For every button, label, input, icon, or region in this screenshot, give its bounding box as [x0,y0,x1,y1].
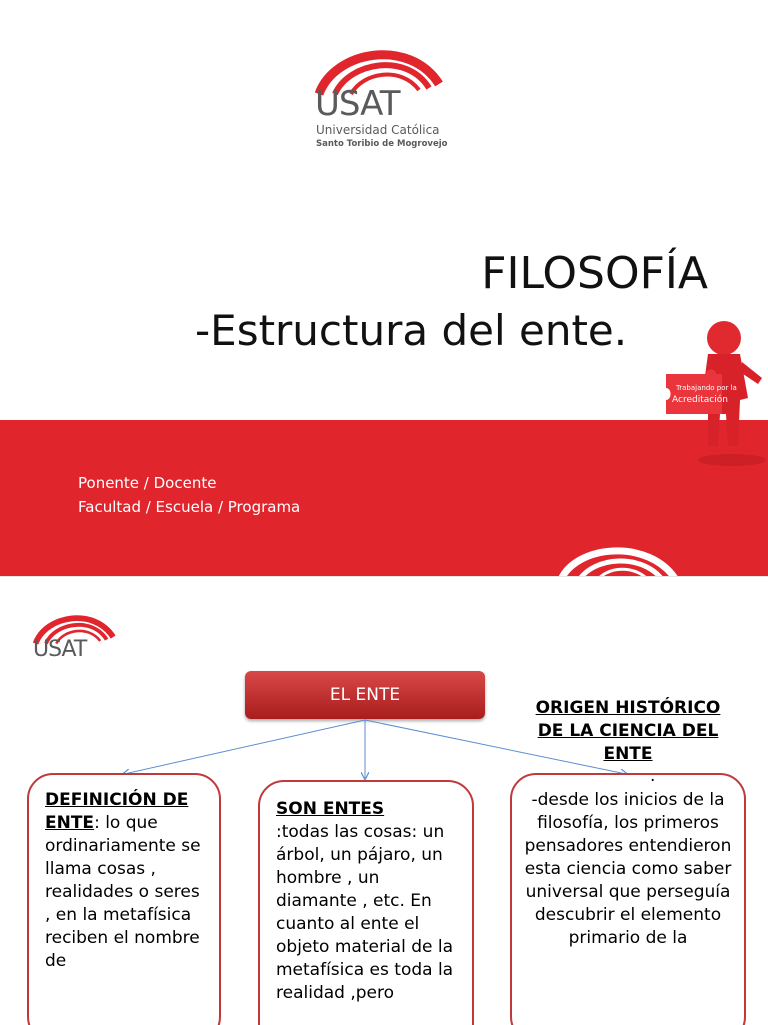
son-entes-content [276,798,458,1005]
definicion-text: : lo que ordinariamente se llama cosas , realidades o seres , en la metafísica reciben el nombre de [45,813,201,971]
origen-text: -desde los inicios de la filosofía, los primeros pensadores entendieron esta ciencia como saber universal que perseguía descubrir el elemento primario de la [524,790,732,948]
usat-logo [315,44,455,154]
son-entes-title: SON ENTES [276,799,385,819]
son-entes-box [258,780,474,1025]
el-ente-header: EL ENTE [245,671,485,719]
slide-subtitle: -Estructura del ente. [195,306,628,355]
son-entes-text: :todas las cosas: un árbol, un pájaro, un hombre , un diamante , etc. En cuanto al ente el objeto material de la metafísica es toda la realidad ,pero [276,822,454,1003]
origen-box [510,773,746,1025]
faculty-label: Facultad / Escuela / Programa [78,498,301,516]
mascot-text-line2: Acreditación [672,395,728,405]
content-slide [0,576,768,1025]
presenter-label: Ponente / Docente [78,474,217,492]
definicion-box [27,773,221,1025]
origen-title: ORIGEN HISTÓRICO DE LA CIENCIA DEL ENTE [535,698,721,764]
logo-wordmark-small: USAT [33,637,87,662]
arrow-to-definicion [124,720,365,774]
slide-title: FILOSOFÍA [481,248,708,299]
definicion-title: DEFINICIÓN DE ENTE [45,790,189,833]
logo-university-name: Universidad Católica [316,123,440,137]
origen-title-tail: . [650,766,656,786]
puzzle-mascot-icon [662,318,768,468]
logo-university-subname: Santo Toribio de Mogrovejo [316,139,448,149]
decorative-arcs-icon [552,540,682,576]
definicion-content [45,789,205,973]
logo-wordmark: USAT [315,84,400,124]
mascot-text-line1: Trabajando por la [676,384,737,392]
